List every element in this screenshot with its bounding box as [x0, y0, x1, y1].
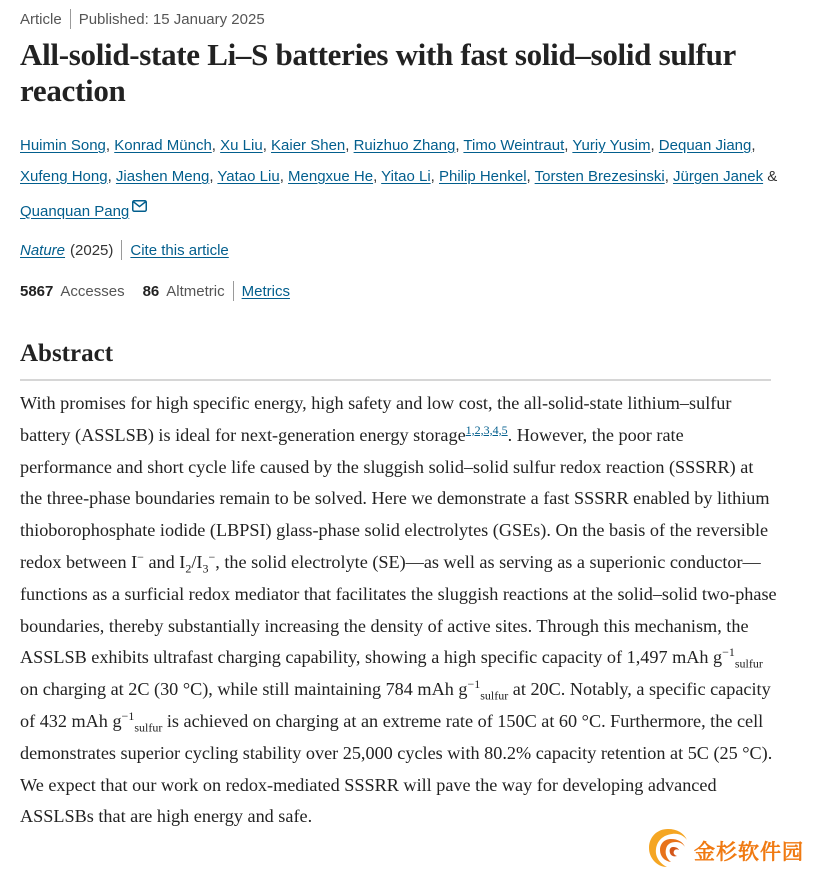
subscript: 2: [185, 561, 192, 576]
author-link[interactable]: Jiashen Meng: [115, 168, 210, 185]
citation-divider: [121, 240, 122, 260]
author-separator: ,: [526, 168, 535, 185]
author-separator: ,: [455, 137, 464, 154]
meta-divider: [70, 9, 71, 29]
accesses-count: 5867: [20, 282, 54, 300]
abstract-segment: . However, the poor rate performance and short cycle life caused by the sluggish solid–solid sulfur redox reaction (SSSRR) at the three-phase boundaries remain to be solved. Here we demonstrate a fast SSSRR enabled by lithium thioborophosphate iodide (LBPSI) glass-phase solid electrolytes (GSEs). On the basis of the reversible redox between I: [20, 424, 770, 572]
superscript: −: [137, 549, 144, 564]
abstract-segment: and I: [143, 551, 186, 572]
author-separator: ,: [664, 168, 674, 185]
author-link[interactable]: Philip Henkel: [439, 168, 527, 185]
author-link[interactable]: Yatao Liu: [217, 168, 280, 185]
superscript: −1: [467, 677, 481, 692]
author-separator: ,: [279, 168, 289, 185]
abstract-text: [20, 388, 778, 833]
publication-year: (2025): [70, 241, 114, 259]
author-list: [20, 130, 780, 227]
swirl-logo-icon: [645, 825, 691, 876]
subscript: sulfur: [734, 657, 763, 672]
author-link[interactable]: Torsten Brezesinski: [534, 168, 665, 185]
superscript: −1: [121, 708, 135, 723]
abstract-segment: at 20C. Notably, a specific capacity of 432 mAh g: [20, 679, 771, 731]
subscript: 3: [202, 561, 209, 576]
article-metrics: [20, 281, 290, 301]
author-link[interactable]: Ruizhuo Zhang: [353, 137, 456, 154]
abstract-segment: is achieved on charging at an extreme rate of 150C at 60 °C. Furthermore, the cell demonstrates superior cycling stability over 25,000 cycles with 80.2% capacity retention at 5C (25 °C). We expect that our work on redox-mediated SSSRR will pave the way for developing advanced ASSLSBs that are high energy and safe.: [20, 710, 773, 827]
author-link[interactable]: Yitao Li: [381, 168, 431, 185]
author-link[interactable]: Konrad Münch: [114, 137, 212, 154]
author-link[interactable]: Dequan Jiang: [658, 137, 752, 154]
altmetric-count: 86: [142, 282, 160, 300]
author-link[interactable]: Yuriy Yusim: [572, 137, 651, 154]
watermark: [645, 825, 804, 876]
abstract-segment: , the solid electrolyte (SE)—as well as serving as a superionic conductor—functions as a surficial redox mediator that facilitates the sluggish reactions at the solid–solid two-phase boundaries, thereby substantially increasing the density of active sites. Through this mechanism, the ASSLSB exhibits ultrafast charging capability, showing a high specific capacity of 1,497 mAh g: [20, 551, 777, 668]
abstract-segment: With promises for high specific energy, high safety and low cost, the all-solid-state lithium–sulfur battery (ASSLSB) is ideal for next-generation energy storage: [20, 393, 732, 445]
author-separator: ,: [209, 168, 218, 185]
corresponding-author-link[interactable]: Quanquan Pang: [20, 203, 130, 220]
abstract-heading: Abstract: [20, 340, 114, 367]
author-link[interactable]: Timo Weintraut: [463, 137, 565, 154]
journal-link[interactable]: Nature: [20, 241, 66, 259]
published-date: Published: 15 January 2025: [78, 10, 265, 28]
author-separator: ,: [345, 137, 354, 154]
author-separator: ,: [373, 168, 382, 185]
author-separator: ,: [107, 168, 116, 185]
altmetric-label: Altmetric: [166, 282, 225, 300]
author-link[interactable]: Mengxue He: [288, 168, 374, 185]
author-link[interactable]: Xufeng Hong: [20, 168, 108, 185]
author-separator: ,: [650, 137, 659, 154]
journal-citation: [20, 240, 229, 260]
reference-links[interactable]: 1,2,3,4,5: [465, 422, 508, 437]
cite-article-link[interactable]: Cite this article: [130, 241, 229, 259]
superscript: −: [208, 549, 216, 564]
metrics-divider: [233, 281, 234, 301]
author-separator: &: [763, 168, 778, 185]
author-separator: ,: [430, 168, 439, 185]
article-meta: [20, 9, 265, 29]
abstract-segment: /I: [191, 551, 203, 572]
subscript: sulfur: [134, 720, 163, 735]
author-separator: ,: [105, 137, 115, 154]
author-separator: ,: [751, 137, 756, 154]
accesses-label: Accesses: [60, 282, 125, 300]
envelope-icon[interactable]: [132, 192, 147, 223]
abstract-segment: on charging at 2C (30 °C), while still maintaining 784 mAh g: [20, 679, 468, 700]
article-type: Article: [20, 10, 62, 28]
author-link[interactable]: Jürgen Janek: [673, 168, 764, 185]
author-link[interactable]: Xu Liu: [220, 137, 263, 154]
author-link[interactable]: Kaier Shen: [271, 137, 346, 154]
author-separator: ,: [211, 137, 221, 154]
abstract-divider: [20, 379, 771, 381]
article-title: All-solid-state Li–S batteries with fast solid–solid sulfur reaction: [20, 37, 736, 108]
author-separator: ,: [262, 137, 272, 154]
author-link[interactable]: Huimin Song: [20, 137, 106, 154]
author-separator: ,: [564, 137, 573, 154]
watermark-text: 金杉软件园: [694, 839, 804, 864]
metrics-link[interactable]: Metrics: [241, 282, 290, 300]
superscript: −1: [722, 645, 735, 660]
subscript: sulfur: [480, 688, 509, 703]
